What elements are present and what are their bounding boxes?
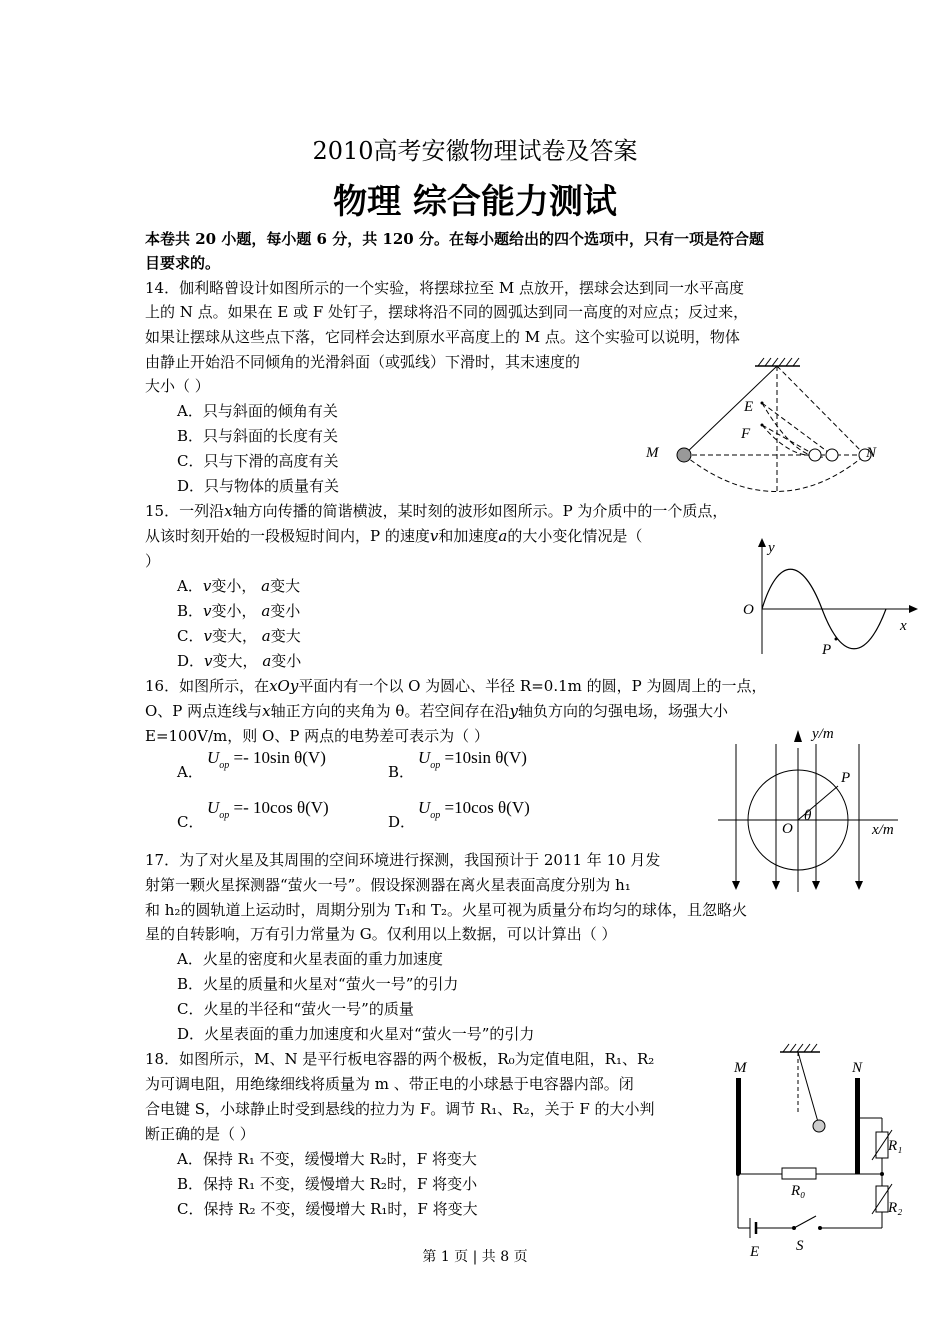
q17-option-c: C．火星的半径和“萤火一号”的质量 xyxy=(177,1000,414,1018)
q16-line-3: E=100V/m，则 O、P 两点的电势差可表示为（ ） xyxy=(145,727,489,745)
label-R2: R₂ xyxy=(888,1200,903,1216)
circle-field-diagram xyxy=(716,724,906,894)
instructions-line-2: 目要求的。 xyxy=(145,254,221,272)
q14-option-c: C．只与下滑的高度有关 xyxy=(177,452,339,470)
q14-option-a: A．只与斜面的倾角有关 xyxy=(177,402,338,420)
label-P: P xyxy=(841,770,851,786)
q17-option-a: A．火星的密度和火星表面的重力加速度 xyxy=(177,950,443,968)
q15-line-2: 从该时刻开始的一段极短时间内，P 的速度v和加速度a的大小变化情况是（ xyxy=(145,527,643,545)
label-R1: R₁ xyxy=(888,1138,903,1154)
label-E: E xyxy=(750,1244,760,1260)
q14-option-d: D．只与物体的质量有关 xyxy=(177,477,340,495)
q17-line-4: 星的自转影响，万有引力常量为 G。仅利用以上数据，可以计算出（ ） xyxy=(145,925,617,943)
q18-option-c: C．保持 R₂ 不变，缓慢增大 R₁时，F 将变大 xyxy=(177,1200,478,1218)
q18-line-1: 18．如图所示，M、N 是平行板电容器的两个极板，R₀为定值电阻，R₁、R₂ xyxy=(145,1050,655,1068)
q14-line-1: 14．伽利略曾设计如图所示的一个实验，将摆球拉至 M 点放开，摆球会达到同一水平高度 xyxy=(145,279,744,297)
label-E: E xyxy=(744,399,754,415)
q14-option-b: B．只与斜面的长度有关 xyxy=(177,427,339,445)
label-R0: R₀ xyxy=(791,1183,806,1199)
q17-line-2: 射第一颗火星探测器“萤火一号”。假设探测器在离火星表面高度分别为 h₁ xyxy=(145,876,631,894)
q15-line-1: 15．一列沿x轴方向传播的简谐横波，某时刻的波形如图所示。P 为介质中的一个质点， xyxy=(145,502,728,520)
q16-option-d-formula: $U_{op} =10\cos$ θ(V) xyxy=(418,798,530,821)
q16-option-a-label: A． xyxy=(177,763,203,781)
q16-option-c-formula: $U_{op} =- 10\cos$ θ(V) xyxy=(207,798,329,821)
q14-line-2: 上的 N 点。如果在 E 或 F 处钉子，摆球将沿不同的圆弧达到同一高度的对应点；反过来， xyxy=(145,303,749,321)
label-x: x xyxy=(900,618,907,634)
label-M: M xyxy=(734,1060,747,1076)
q18-line-3: 合电键 S，小球静止时受到悬线的拉力为 F。调节 R₁、R₂，关于 F 的大小判 xyxy=(145,1100,655,1118)
q15-option-c: C．v变大， a变大 xyxy=(177,627,301,645)
label-N: N xyxy=(866,445,877,461)
q15-option-d: D．v变大， a变小 xyxy=(177,652,302,670)
q18-line-4: 断正确的是（ ） xyxy=(145,1125,255,1143)
q16-line-1: 16．如图所示，在xOy平面内有一个以 O 为圆心、半径 R=0.1m 的圆，P 为圆周上的一点， xyxy=(145,677,767,695)
wave-diagram xyxy=(738,536,918,656)
q15-line-3: ） xyxy=(145,552,161,570)
label-theta: θ xyxy=(804,808,812,824)
label-O: O xyxy=(743,602,754,618)
page-footer: 第 1 页 | 共 8 页 xyxy=(422,1249,528,1265)
q15-option-b: B．v变小， a变小 xyxy=(177,602,301,620)
instructions-line-1: 本卷共 20 小题，每小题 6 分，共 120 分。在每小题给出的四个选项中，只有一项是符合题 xyxy=(145,230,764,248)
q17-line-1: 17．为了对火星及其周围的空间环境进行探测，我国预计于 2011 年 10 月发 xyxy=(145,851,661,869)
q14-line-3: 如果让摆球从这些点下落，它同样会达到原水平高度上的 M 点。这个实验可以说明，物体 xyxy=(145,328,740,346)
label-x-axis: x/m xyxy=(872,822,894,838)
label-N: N xyxy=(852,1060,863,1076)
capacitor-circuit-diagram xyxy=(712,1042,912,1258)
q18-option-a: A．保持 R₁ 不变，缓慢增大 R₂时，F 将变大 xyxy=(177,1150,477,1168)
q16-line-2: O、P 两点连线与x轴正方向的夹角为 θ。若空间存在沿y轴负方向的匀强电场，场强大小 xyxy=(145,702,728,720)
q17-option-b: B．火星的质量和火星对“萤火一号”的引力 xyxy=(177,975,459,993)
label-F: F xyxy=(741,426,751,442)
q16-option-b-formula: $U_{op} =10\sin$ θ(V) xyxy=(418,748,527,771)
label-O: O xyxy=(782,821,793,837)
exam-subtitle: 物理 综合能力测试 xyxy=(333,182,617,222)
q14-line-5: 大小（ ） xyxy=(145,377,210,395)
q18-option-b: B．保持 R₁ 不变，缓慢增大 R₂时，F 将变小 xyxy=(177,1175,478,1193)
label-P: P xyxy=(822,642,832,658)
label-S: S xyxy=(796,1238,804,1254)
q18-line-2: 为可调电阻，用绝缘细线将质量为 m 、带正电的小球悬于电容器内部。闭 xyxy=(145,1075,634,1093)
label-M: M xyxy=(646,445,659,461)
q16-option-b-label: B． xyxy=(388,763,415,781)
q16-option-c-label: C． xyxy=(177,813,204,831)
document-title: 2010高考安徽物理试卷及答案 xyxy=(312,137,638,165)
pendulum-diagram xyxy=(640,358,890,503)
q16-option-d-label: D． xyxy=(388,813,416,831)
q17-line-3: 和 h₂的圆轨道上运动时，周期分别为 T₁和 T₂。火星可视为质量分布均匀的球体，且忽略火 xyxy=(145,901,748,919)
q17-option-d: D．火星表面的重力加速度和火星对“萤火一号”的引力 xyxy=(177,1025,535,1043)
label-y: y xyxy=(768,540,775,556)
q15-option-a: A．v变小， a变大 xyxy=(177,577,301,595)
q16-option-a-formula: $U_{op} =- 10\sin$ θ(V) xyxy=(207,748,326,771)
label-y-axis: y/m xyxy=(812,726,834,742)
q14-line-4: 由静止开始沿不同倾角的光滑斜面（或弧线）下滑时，其末速度的 xyxy=(145,353,581,371)
